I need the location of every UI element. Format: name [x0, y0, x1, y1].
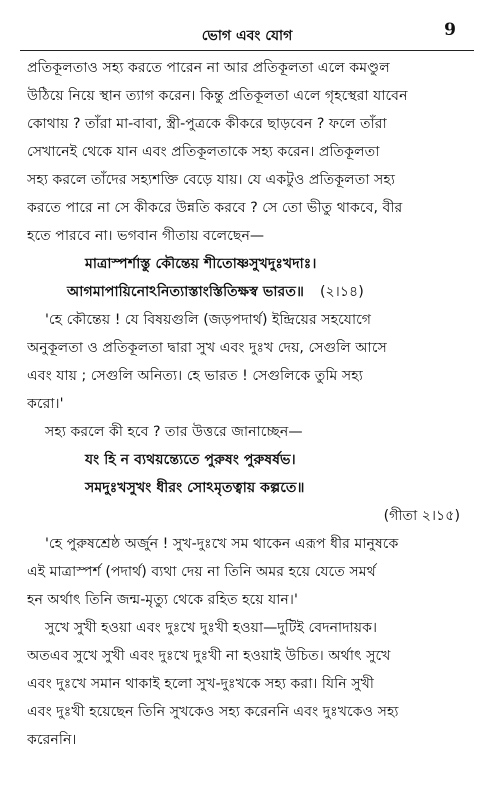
text-line: হতে পারবে না। ভগবান গীতায় বলেছেন—: [27, 228, 265, 244]
text-line: প্রতিকূলতাও সহ্য করতে পারেন না আর প্রতিকূলতা এলে কমণ্ডুল: [27, 60, 390, 76]
translation-line: 'হে কৌন্তেয় ! যে বিষয়গুলি (জড়পদার্থ) ইন্দ্রিয়ের সহযোগে: [45, 312, 372, 328]
translation-line: অনুকূলতা ও প্রতিকূলতা দ্বারা সুখ এবং দুঃখ দেয়, সেগুলি আসে: [27, 340, 387, 356]
question-line: সহ্য করলে কী হবে ? তার উত্তরে জানাচ্ছেন—: [45, 424, 303, 440]
text-line: কোথায় ? তাঁরা মা-বাবা, স্ত্রী-পুত্রকে কীকরে ছাড়বেন ? ফলে তাঁরা: [27, 116, 387, 132]
translation-line: এবং যায় ; সেগুলি অনিত্য। হে ভারত ! সেগুলিকে তুমি সহ্য: [27, 368, 363, 384]
page-body: [27, 54, 474, 754]
text-line: সুখে সুখী হওয়া এবং দুঃখে দুঃখী হওয়া—দুটিই বেদনাদায়ক।: [45, 620, 378, 636]
text-line: করতে পারে না সে কীকরে উন্নতি করবে ? সে তো ভীতু থাকবে, বীর: [27, 200, 403, 216]
text-line: এবং দুঃখী হয়েছেন তিনি সুখকেও সহ্য করেননি এবং দুঃখকেও সহ্য: [27, 704, 399, 720]
verse-line: যং হি ন ব্যথয়ন্ত্যেতে পুরুষং পুরুষর্ষভ।: [85, 452, 296, 468]
translation-line: 'হে পুরুষশ্রেষ্ঠ অর্জুন ! সুখ-দুঃখে সম থাকেন এরূপ ধীর মানুষকে: [45, 536, 399, 552]
header-rule: [20, 50, 474, 51]
running-title: ভোগ এবং যোগ: [201, 28, 293, 44]
text-line: উঠিয়ে নিয়ে স্থান ত্যাগ করেন। কিন্তু প্রতিকূলতা এলে গৃহস্থেরা যাবেন: [27, 88, 408, 104]
page-number: 9: [444, 20, 456, 40]
text-line: এবং দুঃখে সমান থাকাই হলো সুখ-দুঃখকে সহ্য করা। যিনি সুখী: [27, 676, 374, 692]
text-line: সহ্য করলে তাঁদের সহ্যশক্তি বেড়ে যায়। যে একটুও প্রতিকূলতা সহ্য: [27, 172, 395, 188]
verse-line: সমদুঃখসুখং ধীরং সোঽমৃতত্বায় কল্পতে॥: [85, 480, 305, 496]
translation-line: করো।': [27, 396, 64, 412]
verse-line: মাত্রাস্পর্শাস্তু কৌন্তেয় শীতোষ্ণসুখদুঃখদাঃ।: [85, 256, 317, 272]
text-line: সেখানেই থেকে যান এবং প্রতিকূলতাকে সহ্য করেন। প্রতিকূলতা: [27, 144, 380, 160]
page-header: [20, 12, 474, 52]
verse-reference: (২।১৪): [320, 284, 364, 300]
verse-text: আগমাপায়িনোঽনিত্যাস্তাংস্তিতিক্ষস্ব ভারত॥: [67, 284, 305, 300]
text-line: করেননি।: [27, 732, 77, 748]
translation-line: এই মাত্রাস্পর্শ (পদার্থ) ব্যথা দেয় না তিনি অমর হয়ে যেতে সমর্থ: [27, 564, 376, 580]
verse-line: [27, 278, 474, 306]
text-line: অতএব সুখে সুখী এবং দুঃখে দুঃখী না হওয়াই উচিত। অর্থাৎ সুখে: [27, 648, 391, 664]
verse-reference: (গীতা ২।১৫): [383, 508, 460, 524]
translation-line: হন অর্থাৎ তিনি জন্ম-মৃত্যু থেকে রহিত হয়ে যান।': [27, 592, 298, 608]
